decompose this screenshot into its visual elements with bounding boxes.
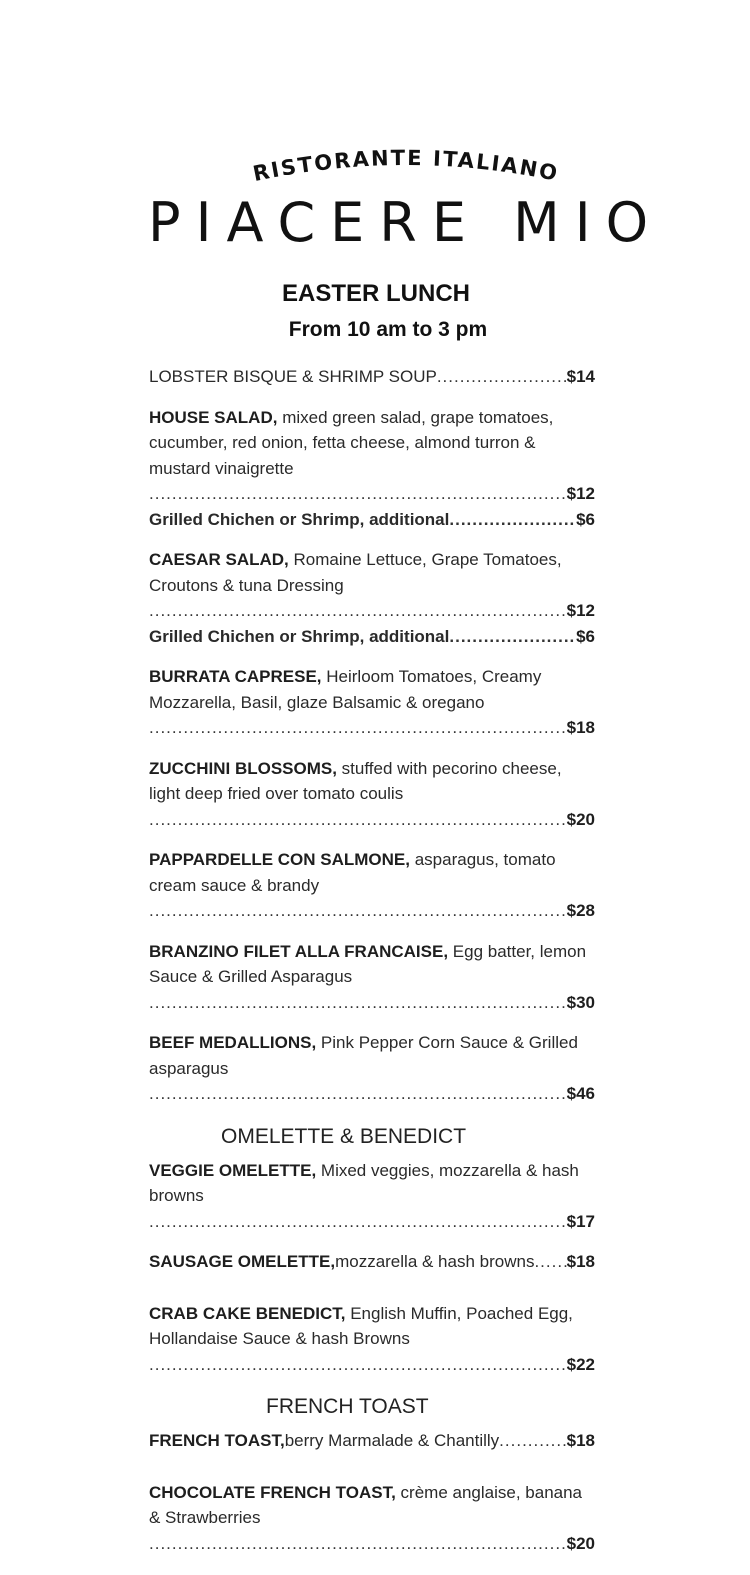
menu-item-price: $12: [566, 484, 595, 503]
menu-item-price-line: [149, 1209, 595, 1235]
menu-item-description: English Muffin, Poached Egg, Hollandaise Sauce & hash Browns: [149, 1303, 573, 1348]
menu-item-description: mixed green salad, grape tomatoes, cucumber, red onion, fetta cheese, almond turron & mustard vinaigrette: [149, 407, 554, 478]
menu-item-text: [149, 1030, 595, 1081]
menu-item-price-line: [149, 715, 595, 741]
menu-item-price: $17: [566, 1211, 595, 1231]
menu-item-name: BURRATA CAPRESE,: [149, 667, 322, 686]
menu-item-price: $22: [566, 1354, 595, 1374]
restaurant-logo: [148, 140, 668, 250]
menu-item-description: mozzarella & hash browns: [335, 1252, 535, 1271]
dot-leader: [149, 990, 567, 1016]
menu-item-price: $30: [566, 992, 595, 1012]
menu-item-name: SAUSAGE OMELETTE,: [149, 1252, 336, 1271]
menu-item-price-line: [149, 1531, 595, 1557]
menu-item-description: Egg batter, lemon Sauce & Grilled Asparagus: [149, 941, 587, 986]
menu-item-line: [149, 1249, 595, 1275]
menu-item-price: $14: [566, 367, 595, 386]
menu-item-price: $20: [566, 1533, 595, 1553]
dot-leader: [149, 715, 567, 741]
menu-item-name: CAESAR SALAD,: [149, 550, 289, 569]
logo-tagline: RISTORANTE ITALIANO: [250, 145, 562, 186]
dot-leader: [437, 364, 567, 390]
menu-item-description: Heirloom Tomatoes, Creamy Mozzarella, Basil, glaze Balsamic & oregano: [149, 667, 542, 712]
dot-leader: [449, 624, 576, 650]
dot-leader: [534, 1249, 566, 1275]
menu-item-name: BEEF MEDALLIONS,: [149, 1033, 317, 1052]
section-heading-french-toast: FRENCH TOAST: [266, 1395, 429, 1418]
menu-item-price-line: [149, 481, 595, 507]
menu-item-description: stuffed with pecorino cheese, light deep fried over tomato coulis: [149, 758, 562, 803]
addon-text: Grilled Chichen or Shrimp, additional: [149, 509, 450, 529]
menu-item-name: BRANZINO FILET ALLA FRANCAISE,: [149, 941, 449, 961]
menu-item-text: [149, 1480, 595, 1531]
menu-item-text: [149, 1158, 595, 1209]
menu-item-description: Mixed veggies, mozzarella & hash browns: [149, 1160, 579, 1205]
menu-item-description: asparagus, tomato cream sauce & brandy: [149, 850, 556, 895]
menu-item-price-line: [149, 1352, 595, 1378]
menu-item-price-line: [149, 898, 595, 924]
menu-hours: From 10 am to 3 pm: [288, 318, 488, 341]
menu-item-name: ZUCCHINI BLOSSOMS,: [149, 758, 337, 778]
menu-item-price-line: [149, 1081, 595, 1107]
menu-item-price: $18: [566, 718, 595, 737]
menu-item-addon: [149, 507, 595, 533]
menu-item-text: [149, 405, 595, 482]
menu-item-price: $18: [566, 1431, 595, 1450]
menu-item-name: PAPPARDELLE CON SALMONE,: [149, 850, 410, 869]
dot-leader: [149, 1081, 567, 1107]
menu-item: [149, 756, 595, 833]
menu-item-price-line: [149, 807, 595, 833]
menu-item-description: berry Marmalade & Chantilly: [284, 1431, 500, 1450]
dot-leader: [499, 1428, 566, 1454]
menu-item: [149, 364, 595, 390]
dot-leader: [149, 481, 567, 507]
dot-leader: [149, 598, 567, 624]
menu-item-text: [149, 847, 595, 898]
menu-item-text: [149, 547, 595, 598]
menu-item-line: [149, 1428, 595, 1454]
menu-item-price: $18: [566, 1252, 595, 1271]
menu-item-description: Pink Pepper Corn Sauce & Grilled asparagus: [149, 1033, 578, 1078]
logo-name: PIACERE MIO: [148, 191, 664, 250]
addon-price: $6: [576, 509, 595, 529]
menu-item-price-line: [149, 990, 595, 1016]
menu-item-name: CRAB CAKE BENEDICT,: [149, 1303, 346, 1323]
menu-item-description: crème anglaise, banana & Strawberries: [149, 1482, 583, 1527]
menu-item-price-line: [149, 598, 595, 624]
addon-price: $6: [576, 626, 595, 646]
menu-item-name: HOUSE SALAD,: [149, 407, 278, 427]
menu-item-price: $46: [566, 1084, 595, 1103]
menu-item-text: [149, 1301, 595, 1352]
menu-item: [149, 1480, 595, 1557]
dot-leader: [449, 507, 576, 533]
dot-leader: [149, 807, 567, 833]
dot-leader: [149, 1352, 567, 1378]
menu-item-addon: [149, 624, 595, 650]
menu-item: [149, 1030, 595, 1107]
menu-title: EASTER LUNCH: [281, 280, 470, 307]
menu-item: [149, 1158, 595, 1235]
dot-leader: [149, 1531, 567, 1557]
menu-item-name: LOBSTER BISQUE & SHRIMP SOUP: [149, 367, 437, 386]
dot-leader: [149, 1209, 567, 1235]
menu-item: [149, 1249, 595, 1275]
dot-leader: [149, 898, 567, 924]
addon-text: Grilled Chichen or Shrimp, additional: [149, 626, 450, 646]
menu-item: [149, 847, 595, 924]
menu-item: [149, 1428, 595, 1454]
menu-item-text: [149, 664, 595, 715]
menu-item-description: Romaine Lettuce, Grape Tomatoes, Croutons & tuna Dressing: [149, 550, 562, 595]
menu-item: [149, 664, 595, 741]
menu-item: [149, 547, 595, 649]
menu-item: [149, 1301, 595, 1378]
menu-item-line: [149, 364, 595, 390]
menu-item-name: FRENCH TOAST,: [149, 1431, 285, 1450]
menu-item: [149, 939, 595, 1016]
menu-item-price: $12: [566, 601, 595, 620]
menu-item-name: VEGGIE OMELETTE,: [149, 1160, 317, 1180]
menu-item-name: CHOCOLATE FRENCH TOAST,: [149, 1482, 396, 1502]
menu-item-price: $20: [566, 809, 595, 829]
menu-list: [149, 364, 595, 1571]
menu-item-price: $28: [566, 901, 595, 920]
section-heading-omelette: OMELETTE & BENEDICT: [221, 1124, 467, 1148]
menu-item: [149, 405, 595, 533]
menu-item-text: [149, 939, 595, 990]
menu-item-text: [149, 756, 595, 807]
